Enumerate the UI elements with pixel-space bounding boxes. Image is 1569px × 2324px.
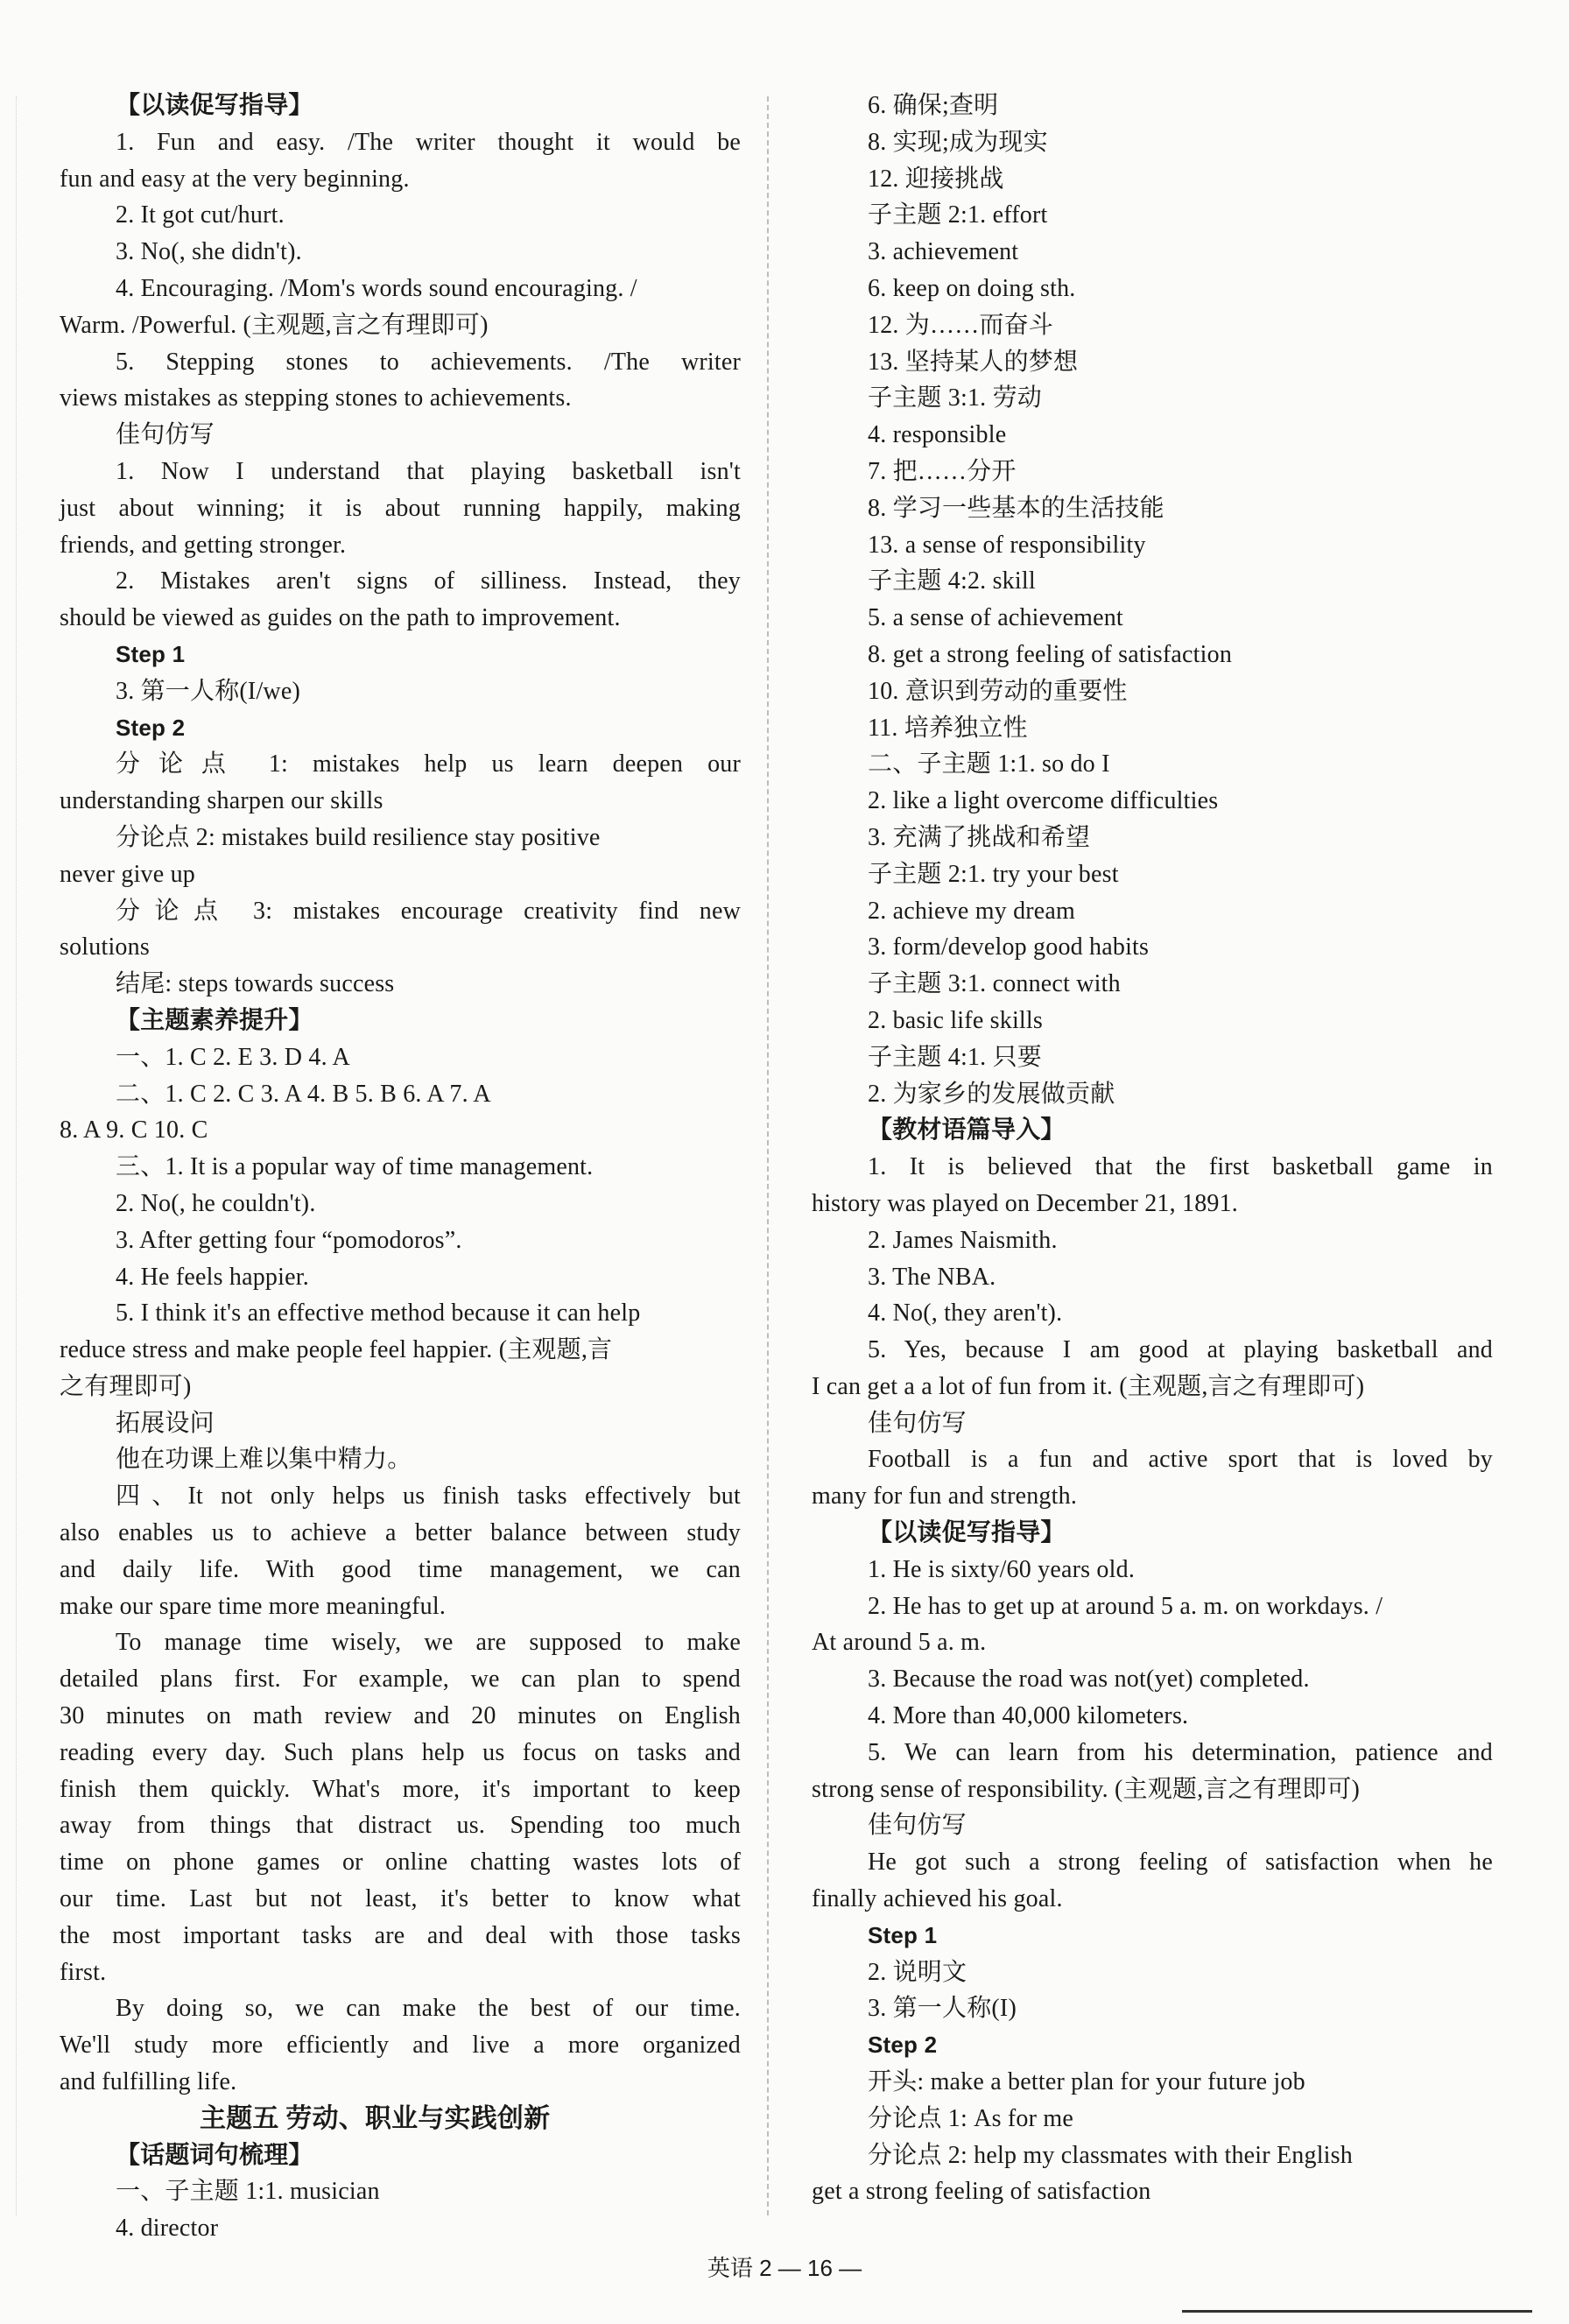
left-text-line: 1. Now I understand that playing basketball isn't (116, 457, 741, 485)
right-text-line: 2. basic life skills (868, 1006, 1043, 1034)
left-text-line: 8. A 9. C 10. C (60, 1116, 208, 1144)
left-text-line: 4. Encouraging. /Mom's words sound encouraging. / (116, 274, 637, 302)
left-text-line: 佳句仿写 (116, 421, 215, 449)
right-text-line: Football is a fun and active sport that is loved by (868, 1446, 1493, 1474)
right-text-line: Step 2 (868, 2032, 938, 2059)
left-text-line: first. (60, 1958, 107, 1986)
right-text-line: 子主题 2:1. try your best (868, 860, 1119, 888)
left-text-line: 5. Stepping stones to achievements. /The writer (116, 348, 741, 376)
left-text-line: views mistakes as stepping stones to achievements. (60, 384, 572, 412)
right-text-line: 子主题 2:1. effort (868, 201, 1048, 229)
right-text-line: At around 5 a. m. (812, 1629, 987, 1657)
page-footer: 英语 2 — 16 — (707, 2255, 862, 2281)
right-text-line: 5. Yes, because I am good at playing basketball and (868, 1336, 1493, 1364)
left-text-line: 主题五 劳动、职业与实践创新 (200, 2103, 551, 2133)
left-text-line: Warm. /Powerful. (主观题,言之有理即可) (60, 311, 489, 339)
left-text-line: 4. director (116, 2215, 219, 2243)
right-text-line: 2. achieve my dream (868, 897, 1076, 925)
left-text-line: 5. I think it's an effective method because it can help (116, 1299, 641, 1327)
right-text-line: 【以读促写指导】 (868, 1519, 1066, 1547)
right-text-line: 佳句仿写 (868, 1812, 967, 1840)
right-text-line: 【教材语篇导入】 (868, 1116, 1066, 1144)
left-text-line: solutions (60, 933, 150, 961)
left-text-line: and daily life. With good time management, we can (60, 1555, 741, 1583)
right-text-line: 5. We can learn from his determination, patience and (868, 1738, 1493, 1766)
left-text-line: 3. After getting four “pomodoros”. (116, 1226, 462, 1254)
right-text-line: 3. The NBA. (868, 1263, 996, 1291)
right-text-line: 6. 确保;查明 (868, 92, 999, 119)
left-text-line: reduce stress and make people feel happier. (主观题,言 (60, 1336, 613, 1364)
right-text-line: 11. 培养独立性 (868, 714, 1028, 742)
left-text-line: just about winning; it is about running happily, making (60, 494, 741, 522)
left-text-line: should be viewed as guides on the path to improvement. (60, 604, 621, 632)
right-text-line: 10. 意识到劳动的重要性 (868, 677, 1128, 705)
column-divider (767, 96, 769, 2215)
left-text-line: understanding sharpen our skills (60, 787, 383, 815)
right-text-line: finally achieved his goal. (812, 1885, 1063, 1913)
right-text-line: 3. achievement (868, 238, 1019, 266)
right-text-line: 2. He has to get up at around 5 a. m. on workdays. / (868, 1592, 1383, 1620)
right-text-line: 3. 充满了挑战和希望 (868, 823, 1091, 851)
left-text-line: time on phone games or online chatting wastes lots of (60, 1849, 741, 1877)
right-text-line: get a strong feeling of satisfaction (812, 2178, 1151, 2206)
right-text-line: 12. 为……而奋斗 (868, 311, 1054, 339)
right-text-line: 3. Because the road was not(yet) completed. (868, 1666, 1310, 1694)
page-edge (16, 96, 17, 2215)
right-column (812, 88, 1493, 2210)
right-text-line: 开头: make a better plan for your future job (868, 2068, 1305, 2096)
right-text-line: 4. responsible (868, 421, 1007, 449)
left-text-line: never give up (60, 860, 195, 888)
left-text-line: 2. No(, he couldn't). (116, 1189, 316, 1217)
left-text-line: 一、子主题 1:1. musician (116, 2178, 380, 2206)
left-text-line: 2. It got cut/hurt. (116, 201, 285, 229)
right-text-line: 12. 迎接挑战 (868, 165, 1004, 193)
left-text-line: 【以读促写指导】 (116, 92, 313, 119)
left-text-line: finish them quickly. What's more, it's important to keep (60, 1775, 741, 1803)
right-text-line: 6. keep on doing sth. (868, 274, 1076, 302)
right-text-line: 8. 实现;成为现实 (868, 128, 1048, 156)
right-text-line: 子主题 3:1. connect with (868, 970, 1121, 998)
right-text-line: I can get a a lot of fun from it. (主观题,言之有理即可) (812, 1372, 1365, 1400)
left-column (60, 88, 741, 2247)
right-text-line: 2. like a light overcome difficulties (868, 787, 1219, 815)
right-text-line: 4. More than 40,000 kilometers. (868, 1702, 1189, 1730)
left-text-line: 3. No(, she didn't). (116, 238, 302, 266)
left-text-line: 结尾: steps towards success (116, 970, 395, 998)
left-text-line: 分论点 2: mistakes build resilience stay positive (116, 823, 601, 851)
left-text-line: 3. 第一人称(I/we) (116, 677, 301, 705)
right-text-line: 5. a sense of achievement (868, 604, 1123, 632)
left-text-line: detailed plans first. For example, we can plan to spend (60, 1666, 741, 1694)
right-text-line: 13. a sense of responsibility (868, 531, 1146, 559)
right-text-line: 子主题 4:1. 只要 (868, 1043, 1042, 1071)
left-text-line: and fulfilling life. (60, 2068, 237, 2096)
left-text-line: 30 minutes on math review and 20 minutes on English (60, 1702, 741, 1730)
left-text-line: 他在功课上难以集中精力。 (116, 1446, 412, 1474)
left-text-line: By doing so, we can make the best of our time. (116, 1995, 741, 2023)
left-text-line: make our spare time more meaningful. (60, 1592, 447, 1620)
right-text-line: 分论点 2: help my classmates with their English (868, 2141, 1353, 2169)
left-text-line: away from things that distract us. Spending too much (60, 1812, 741, 1840)
right-text-line: 13. 坚持某人的梦想 (868, 348, 1079, 376)
left-text-line: also enables us to achieve a better balance between study (60, 1519, 741, 1547)
right-text-line: 3. 第一人称(I) (868, 1995, 1017, 2023)
right-text-line: 子主题 3:1. 劳动 (868, 384, 1042, 412)
left-text-line: 2. Mistakes aren't signs of silliness. Instead, they (116, 567, 741, 595)
right-text-line: many for fun and strength. (812, 1482, 1078, 1511)
left-text-line: 二、1. C 2. C 3. A 4. B 5. B 6. A 7. A (116, 1080, 491, 1108)
left-text-line: 【话题词句梳理】 (116, 2141, 313, 2169)
right-text-line: 1. It is believed that the first basketball game in (868, 1153, 1493, 1181)
right-text-line: 二、子主题 1:1. so do I (868, 750, 1110, 778)
right-text-line: 2. 说明文 (868, 1958, 967, 1986)
right-text-line: 子主题 4:2. skill (868, 567, 1036, 595)
left-text-line: 1. Fun and easy. /The writer thought it would be (116, 128, 741, 156)
right-text-line: 8. 学习一些基本的生活技能 (868, 494, 1164, 522)
right-text-line: 1. He is sixty/60 years old. (868, 1555, 1136, 1583)
left-text-line: Step 1 (116, 640, 186, 667)
left-text-line: our time. Last but not least, it's better to know what (60, 1885, 741, 1913)
left-text-line: 【主题素养提升】 (116, 1006, 313, 1034)
right-text-line: 分论点 1: As for me (868, 2104, 1073, 2132)
left-text-line: 三、1. It is a popular way of time management. (116, 1153, 594, 1181)
left-text-line: the most important tasks are and deal with those tasks (60, 1921, 741, 1949)
left-text-line: To manage time wisely, we are supposed to make (116, 1629, 741, 1657)
left-text-line: reading every day. Such plans help us focus on tasks and (60, 1738, 741, 1766)
left-text-line: We'll study more efficiently and live a more organized (60, 2032, 741, 2060)
left-text-line: 分论点 1: mistakes help us learn deepen our (116, 750, 741, 778)
left-text-line: 一、1. C 2. E 3. D 4. A (116, 1043, 350, 1071)
left-text-line: friends, and getting stronger. (60, 531, 347, 559)
right-text-line: 4. No(, they aren't). (868, 1299, 1063, 1327)
left-text-line: 分论点 3: mistakes encourage creativity find new (116, 897, 741, 925)
left-text-line: 四、It not only helps us finish tasks effectively but (116, 1482, 741, 1511)
right-text-line: 2. 为家乡的发展做贡献 (868, 1080, 1115, 1108)
left-text-line: fun and easy at the very beginning. (60, 165, 410, 193)
right-text-line: Step 1 (868, 1921, 938, 1948)
left-text-line: Step 2 (116, 714, 186, 741)
right-text-line: 7. 把……分开 (868, 457, 1017, 485)
right-text-line: 2. James Naismith. (868, 1226, 1058, 1254)
left-text-line: 拓展设问 (116, 1409, 215, 1437)
right-text-line: 佳句仿写 (868, 1409, 967, 1437)
left-text-line: 4. He feels happier. (116, 1263, 309, 1291)
left-text-line: 之有理即可) (60, 1372, 192, 1400)
right-text-line: strong sense of responsibility. (主观题,言之有理即可) (812, 1775, 1361, 1803)
right-text-line: He got such a strong feeling of satisfaction when he (868, 1849, 1493, 1877)
right-text-line: 3. form/develop good habits (868, 933, 1150, 961)
right-text-line: history was played on December 21, 1891. (812, 1189, 1238, 1217)
right-text-line: 8. get a strong feeling of satisfaction (868, 640, 1233, 668)
footer-rule (1182, 2310, 1532, 2313)
